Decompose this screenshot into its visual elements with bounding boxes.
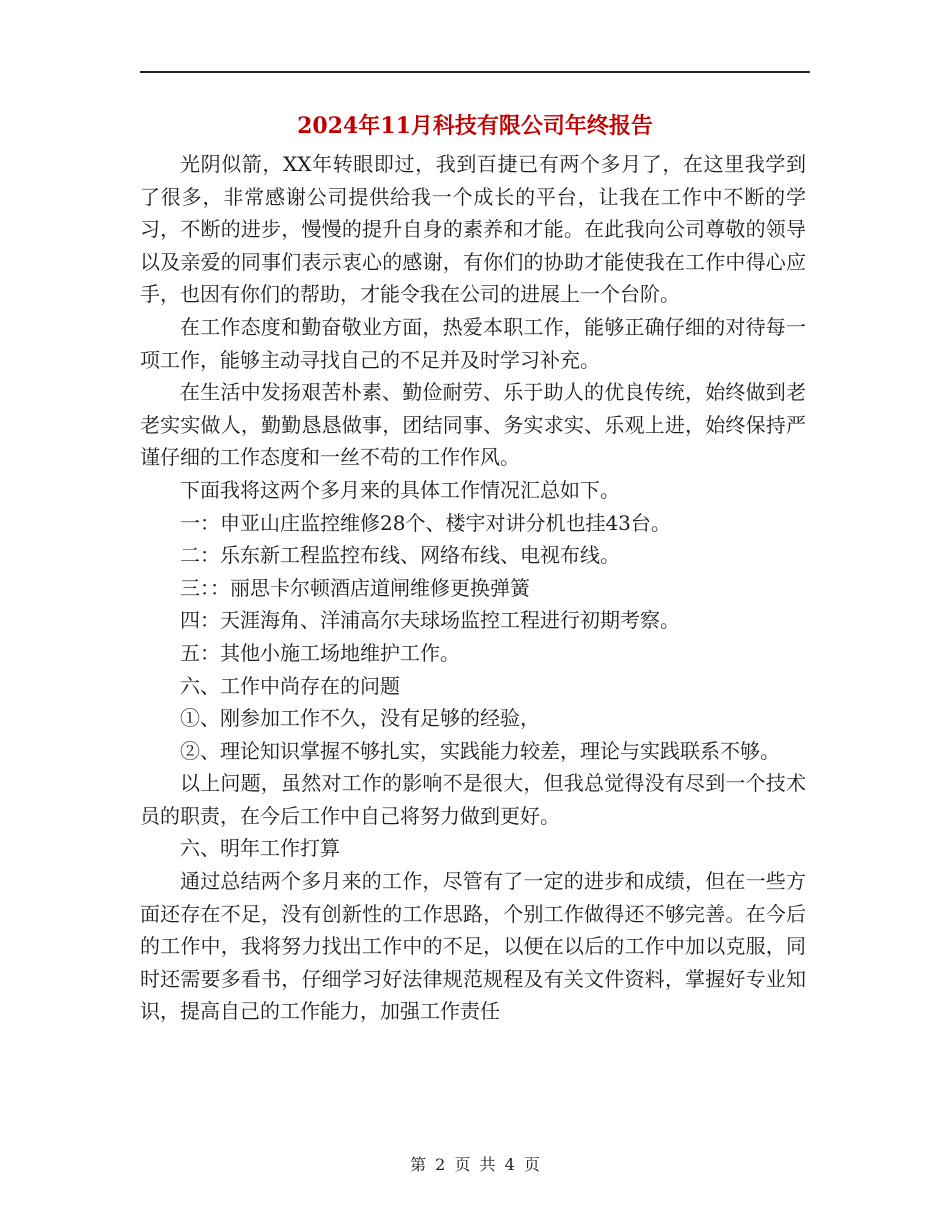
work-item-4: 四：天涯海角、洋浦高尔夫球场监控工程进行初期考察。 — [180, 608, 680, 633]
document-title: 2024年11月科技有限公司年终报告 — [297, 113, 653, 139]
problem-item-1: ①、刚参加工作不久，没有足够的经验， — [180, 706, 540, 731]
paragraph-attitude: 在工作态度和勤奋敬业方面，热爱本职工作，能够正确仔细的对待每一项工作，能够主动寻找自己的不足并及时学习补充。 — [140, 314, 806, 372]
work-item-5: 五：其他小施工场地维护工作。 — [180, 640, 460, 665]
paragraph-next-year-plan: 通过总结两个多月来的工作，尽管有了一定的进步和成绩，但在一些方面还存在不足，没有创新性的工作思路，个别工作做得还不够完善。在今后的工作中，我将努力找出工作中的不足，以便在以后的工作中加以克服，同时还需要多看书，仔细学习好法律规范规程及有关文件资料，掌握好专业知识，提高自己的工作能力，加强工作责任 — [140, 869, 806, 1024]
header-rule — [140, 71, 810, 73]
section-heading-next-year: 六、明年工作打算 — [180, 836, 340, 861]
document-body — [140, 148, 806, 1028]
work-item-2: 二：乐东新工程监控布线、网络布线、电视布线。 — [180, 543, 620, 568]
page-number: 第 2 页 共 4 页 — [410, 1155, 540, 1174]
paragraph-life: 在生活中发扬艰苦朴素、勤俭耐劳、乐于助人的优良传统，始终做到老老实实做人，勤勤恳恳做事，团结同事、务实求实、乐观上进，始终保持严谨仔细的工作态度和一丝不苟的工作作风。 — [140, 380, 806, 470]
paragraph-summary-lead: 下面我将这两个多月来的具体工作情况汇总如下。 — [180, 477, 620, 502]
work-item-1: 一：申亚山庄监控维修28个、楼宇对讲分机也挂43台。 — [180, 510, 671, 535]
work-item-3: 三：：丽思卡尔顿酒店道闸维修更换弹簧 — [180, 575, 530, 600]
problem-item-2: ②、理论知识掌握不够扎实，实践能力较差，理论与实践联系不够。 — [180, 738, 780, 763]
paragraph-problems-conclusion: 以上问题，虽然对工作的影响不是很大，但我总觉得没有尽到一个技术员的职责，在今后工作中自己将努力做到更好。 — [140, 771, 806, 828]
section-heading-problems: 六、工作中尚存在的问题 — [180, 673, 400, 698]
paragraph-intro: 光阴似箭，XX年转眼即过，我到百捷已有两个多月了，在这里我学到了很多，非常感谢公司提供给我一个成长的平台，让我在工作中不断的学习，不断的进步，慢慢的提升自身的素养和才能。在此我向公司尊敬的领导以及亲爱的同事们表示衷心的感谢，有你们的协助才能使我在工作中得心应手，也因有你们的帮助，才能令我在公司的进展上一个台阶。 — [140, 152, 806, 307]
